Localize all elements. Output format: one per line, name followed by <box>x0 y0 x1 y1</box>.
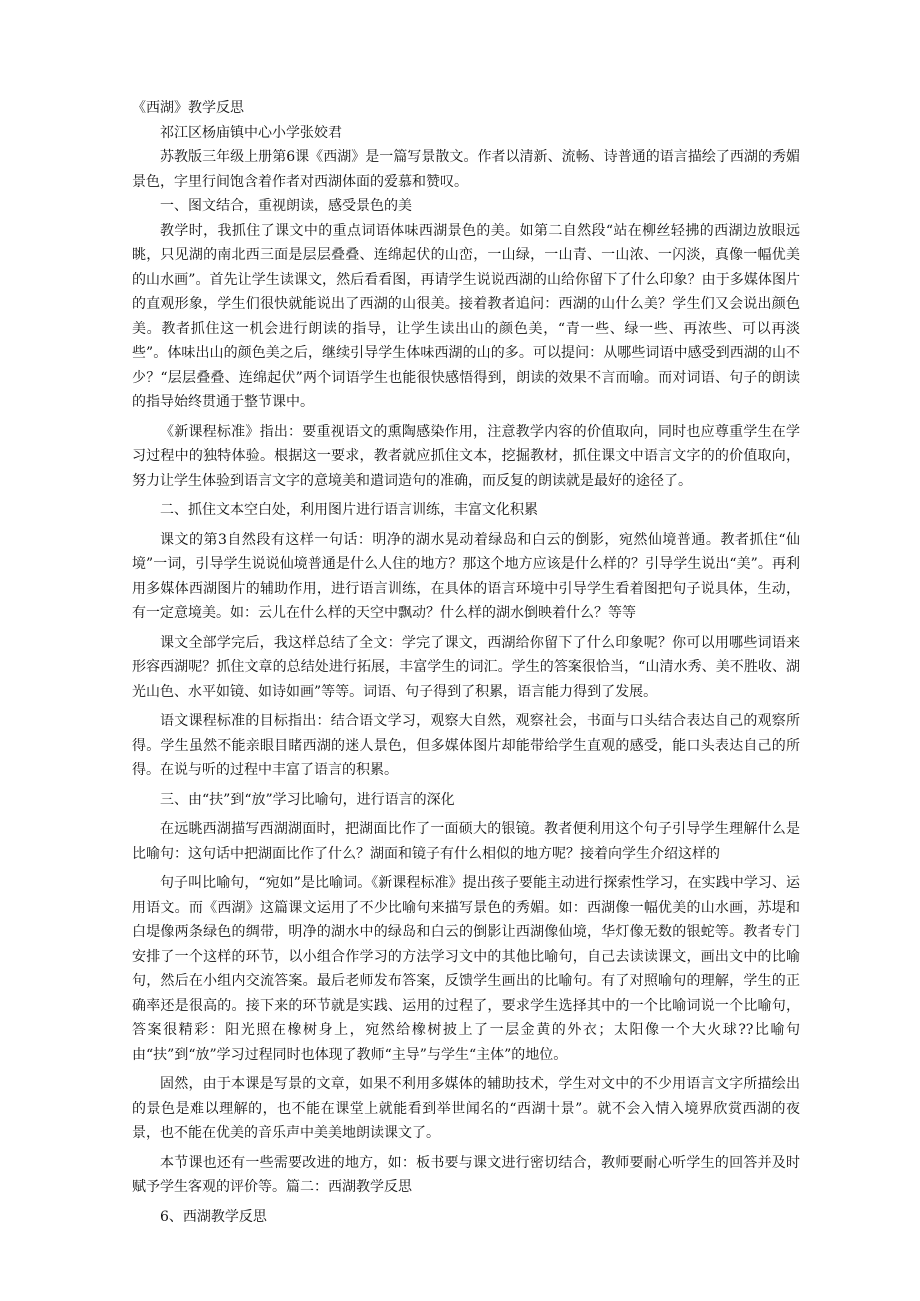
paragraph: 课文的第3自然段有这样一句话：明净的湖水晃动着绿岛和白云的倒影，宛然仙境普通。教者抓住“仙境”一词，引导学生说说仙境普通是什么人住的地方？那这个地方应该是什么样的？引导学生说出“美”。再利用多媒体西湖图片的辅助作用，进行语言训练，在具体的语言环境中引导学生看着图把句子说具体，生动，有一定意境美。如：云儿在什么样的天空中飘动？什么样的湖水倒映着什么？等等 <box>132 531 800 621</box>
section-heading-3: 三、由“扶”到“放”学习比喻句，进行语言的深化 <box>160 791 455 808</box>
paragraph: 语文课程标准的目标指出：结合语文学习，观察大自然，观察社会，书面与口头结合表达自己的观察所得。学生虽然不能亲眼目睹西湖的迷人景色，但多媒体图片却能带给学生直观的感受，能口头表达自己的所得。在说与听的过程中丰富了语言的积累。 <box>132 713 800 778</box>
paragraph: 句子叫比喻句，“宛如”是比喻词。《新课程标准》提出孩子要能主动进行探索性学习，在实践中学习、运用语文。而《西湖》这篇课文运用了不少比喻句来描写景色的秀媚。如：西湖像一幅优美的山水画，苏堤和白堤像两条绿色的绸带，明净的湖水中的绿岛和白云的倒影让西湖像仙境，华灯像无数的银蛇等。教者专门安排了一个这样的环节，以小组合作学习的方法学习文中的其他比喻句，自己去读读课文，画出文中的比喻句，然后在小组内交流答案。最后老师发布答案，反馈学生画出的比喻句。有了对照喻句的理解，学生的正确率还是很高的。接下来的环节就是实践、运用的过程了，要求学生选择其中的一个比喻词说一个比喻句，答案很精彩：阳光照在橡树身上，宛然给橡树披上了一层金黄的外衣；太阳像一个大火球??比喻句由“扶”到“放”学习过程同时也体现了教师“主导”与学生“主体”的地位。 <box>132 875 800 1063</box>
section-heading-1: 一、图文结合，重视朗读，感受景色的美 <box>160 198 412 214</box>
paragraph: 《新课程标准》指出：要重视语文的熏陶感染作用，注意教学内容的价值取向，同时也应尊重学生在学习过程中的独特体验。根据这一要求，教者就应抓住文本，挖掘教材，抓住课文中语言文字的的价值取向，努力让学生体验到语言文字的意境美和遣词造句的准确，而反复的朗读就是最好的途径了。 <box>132 423 800 489</box>
paragraph: 固然，由于本课是写景的文章，如果不利用多媒体的辅助技术，学生对文中的不少用语言文字所描绘出的景色是难以理解的，也不能在课堂上就能看到举世闻名的“西湖十景”。就不会入情入境界欣赏西湖的夜景，也不能在优美的音乐声中美美地朗读课文了。 <box>132 1076 800 1141</box>
document-body <box>132 96 800 1229</box>
paragraph: 教学时，我抓住了课文中的重点词语体味西湖景色的美。如第二自然段“站在柳丝轻拂的西湖边放眼远眺，只见湖的南北西三面是层层叠叠、连绵起伏的山峦，一山绿，一山青、一山浓、一闪淡，真像一幅优美的山水画”。首先让学生读课文，然后看看图，再请学生说说西湖的山给你留下了什么印象？由于多媒体图片的直观形象，学生们很快就能说出了西湖的山很美。接着教者追问：西湖的山什么美？学生们又会说出颜色美。教者抓住这一机会进行朗读的指导，让学生读出山的颜色美，“青一些、绿一些、再浓些、可以再淡些”。体味出山的颜色美之后，继续引导学生体味西湖的山的多。可以提问：从哪些词语中感受到西湖的山不少？“层层叠叠、连绵起伏”两个词语学生也能很快感悟得到，朗读的效果不言而喻。而对词语、句子的朗读的指导始终贯通于整节课中。 <box>132 222 800 410</box>
paragraph: 在远眺西湖描写西湖湖面时，把湖面比作了一面硕大的银镜。教者便利用这个句子引导学生理解什么是比喻句：这句话中把湖面比作了什么？湖面和镜子有什么相似的地方呢？接着向学生介绍这样的 <box>132 821 800 862</box>
paragraph-intro: 苏教版三年级上册第6课《西湖》是一篇写景散文。作者以清新、流畅、诗普通的语言描绘了西湖的秀媚景色，字里行间饱含着作者对西湖体面的爱慕和赞叹。 <box>132 149 800 190</box>
document-title: 《西湖》教学反思 <box>132 100 244 116</box>
paragraph-next-title: 6、西湖教学反思 <box>160 1208 267 1225</box>
paragraph: 课文全部学完后，我这样总结了全文：学完了课文，西湖给你留下了什么印象呢？你可以用哪些词语来形容西湖呢？抓住文章的总结处进行拓展，丰富学生的词汇。学生的答案很恰当，“山清水秀、美不胜收、湖光山色、水平如镜、如诗如画”等等。词语、句子得到了积累，语言能力得到了发展。 <box>132 634 800 700</box>
section-heading-2: 二、抓住文本空白处，利用图片进行语言训练，丰富文化积累 <box>160 502 538 518</box>
paragraph: 本节课也还有一些需要改进的地方，如：板书要与课文进行密切结合，教师要耐心听学生的回答并及时赋予学生客观的评价等。篇二：西湖教学反思 <box>132 1154 800 1195</box>
document-author: 祁江区杨庙镇中心小学张姣君 <box>160 124 342 141</box>
